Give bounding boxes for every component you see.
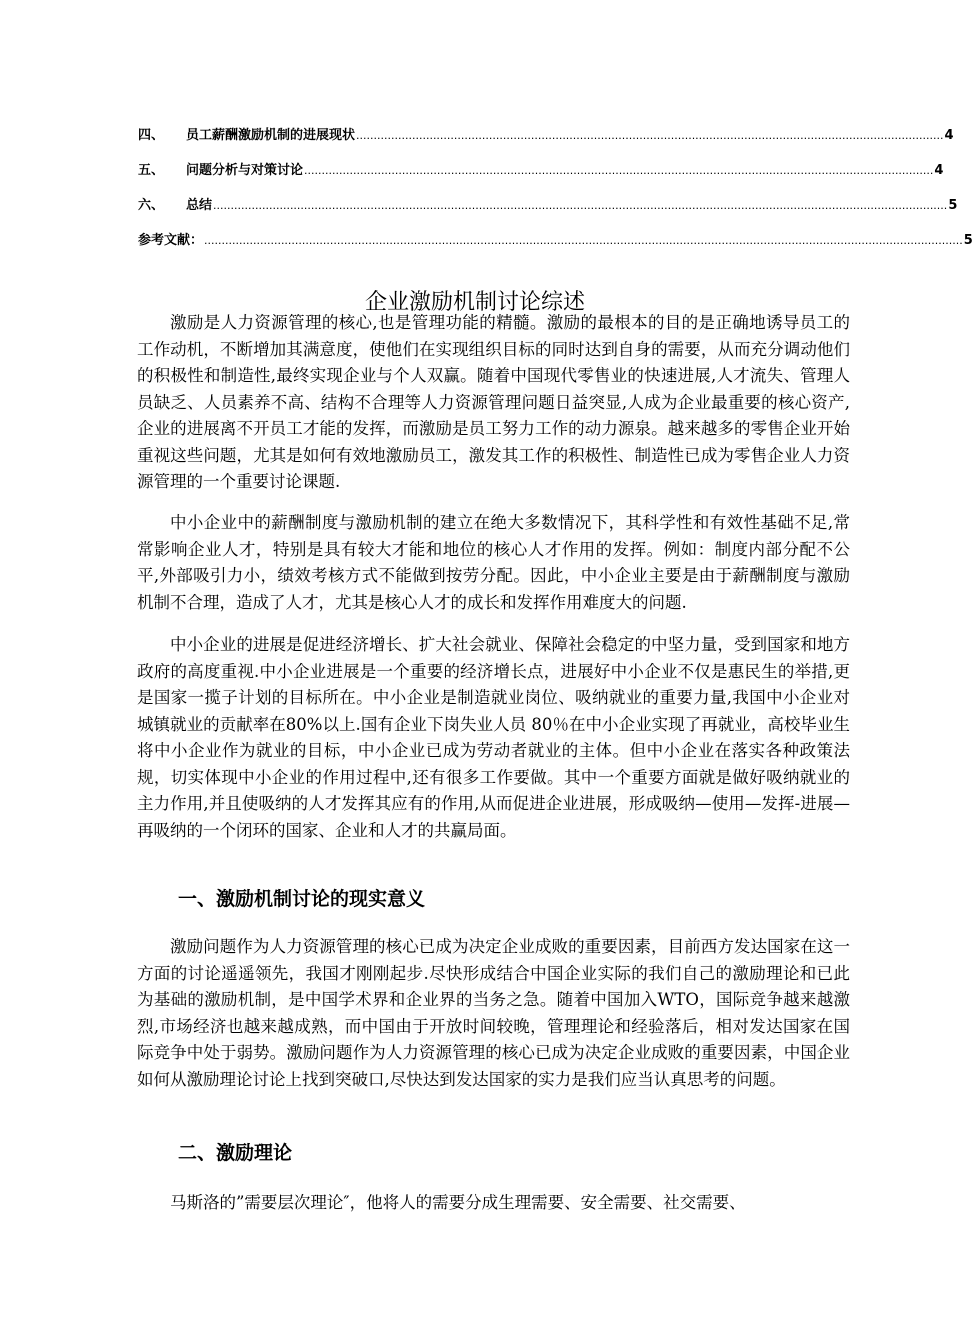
- toc-number: 五、: [138, 163, 165, 178]
- toc-title: 总结: [186, 198, 213, 213]
- toc-title: 问题分析与对策讨论: [186, 163, 304, 178]
- toc-leader-dots: ..................................................................................................................................................................................................................: [213, 199, 948, 212]
- toc-entry[interactable]: [138, 159, 944, 194]
- toc-page-number: 4: [934, 163, 944, 178]
- body-paragraph: 激励是人力资源管理的核心,也是管理功能的精髓。激励的最根本的目的是正确地诱导员工的工作动机，不断增加其满意度，使他们在实现组织目标的同时达到自身的需要，从而充分调动他们的积极性和制造性,最终实现企业与个人双赢。随着中国现代零售业的快速进展,人才流失、管理人员缺乏、人员素养不高、结构不合理等人力资源管理问题日益突显,人成为企业最重要的核心资产,企业的进展离不开员工才能的发挥，而激励是员工努力工作的动力源泉。越来越多的零售企业开始重视这些问题，尤其是如何有效地激励员工，激发其工作的积极性、制造性已成为零售企业人力资源管理的一个重要讨论课题.: [137, 313, 850, 491]
- toc-page-number: 4: [944, 128, 954, 143]
- body-paragraph: 中小企业中的薪酬制度与激励机制的建立在绝大多数情况下，其科学性和有效性基础不足,常常影响企业人才，特别是具有较大才能和地位的核心人才作用的发挥。例如：制度内部分配不公平,外部吸引力小，绩效考核方式不能做到按劳分配。因此，中小企业主要是由于薪酬制度与激励机制不合理，造成了人才，尤其是核心人才的成长和发挥作用难度大的问题.: [137, 513, 850, 612]
- toc-entry[interactable]: [138, 124, 954, 159]
- table-of-contents: [138, 124, 973, 264]
- toc-page-number: 5: [948, 198, 958, 213]
- toc-title: 员工薪酬激励机制的进展现状: [186, 128, 356, 143]
- toc-number: 六、: [138, 198, 165, 213]
- document-title: 企业激励机制讨论综述: [364, 289, 585, 315]
- section-heading: 二、激励理论: [178, 1142, 293, 1164]
- toc-page-number: 5: [963, 233, 973, 248]
- toc-entry[interactable]: [138, 229, 973, 264]
- section-heading: 一、激励机制讨论的现实意义: [178, 888, 426, 910]
- toc-leader-dots: ........................................................................................................................................................................: [356, 129, 944, 142]
- toc-leader-dots: ....................................................................................................................................................................................: [304, 164, 934, 177]
- toc-title: 参考文献：: [138, 233, 204, 248]
- body-paragraph: 激励问题作为人力资源管理的核心已成为决定企业成败的重要因素，目前西方发达国家在这一方面的讨论遥遥领先，我国才刚刚起步.尽快形成结合中国企业实际的我们自己的激励理论和已此为基础的激励机制，是中国学术界和企业界的当务之急。随着中国加入WTO，国际竞争越来越激烈,市场经济也越来越成熟，而中国由于开放时间较晚，管理理论和经验落后，相对发达国家在国际竞争中处于弱势。激励问题作为人力资源管理的核心已成为决定企业成败的重要因素，中国企业如何从激励理论讨论上找到突破口,尽快达到发达国家的实力是我们应当认真思考的问题。: [137, 937, 850, 1089]
- toc-entry[interactable]: [138, 194, 958, 229]
- toc-number: 四、: [138, 128, 165, 143]
- body-paragraph: 中小企业的进展是促进经济增长、扩大社会就业、保障社会稳定的中坚力量，受到国家和地方政府的高度重视.中小企业进展是一个重要的经济增长点，进展好中小企业不仅是惠民生的举措,更是国家一揽子计划的目标所在。中小企业是制造就业岗位、吸纳就业的重要力量,我国中小企业对城镇就业的贡献率在80%以上.国有企业下岗失业人员 80％在中小企业实现了再就业，高校毕业生将中小企业作为就业的目标，中小企业已成为劳动者就业的主体。但中小企业在落实各种政策法规，切实体现中小企业的作用过程中,还有很多工作要做。其中一个重要方面就是做好吸纳就业的主力作用,并且使吸纳的人才发挥其应有的作用,从而促进企业进展，形成吸纳—使用—发挥-进展—再吸纳的一个闭环的国家、企业和人才的共赢局面。: [137, 635, 850, 840]
- body-paragraph: 马斯洛的”需要层次理论″，他将人的需要分成生理需要、安全需要、社交需要、: [170, 1193, 746, 1212]
- toc-leader-dots: .........................................................................................................................................................................................................................: [204, 234, 963, 247]
